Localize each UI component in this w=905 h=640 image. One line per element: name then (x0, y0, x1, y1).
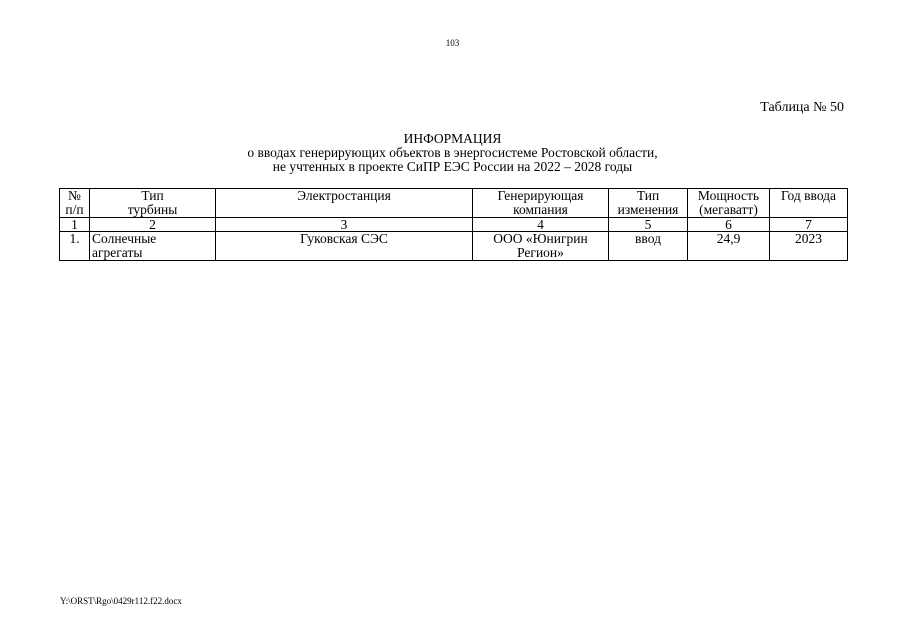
generation-objects-table (59, 188, 848, 261)
title-heading: ИНФОРМАЦИЯ (403, 131, 502, 146)
title-subtitle-line2: не учтенных в проекте СиПР ЕЭС России на 2022 – 2028 годы (272, 159, 633, 174)
footer-file-path: Y:\ORST\Rgo\0429r112.f22.docx (60, 596, 182, 606)
column-number: 2 (90, 218, 216, 232)
table-row (60, 232, 848, 261)
column-number: 5 (609, 218, 688, 232)
header-change-type: Тип изменения (609, 189, 688, 218)
header-commissioning-year: Год ввода (770, 189, 848, 218)
header-generating-company: Генерирующая компания (473, 189, 609, 218)
cell-change-type: ввод (609, 232, 688, 261)
page-number: 103 (445, 38, 460, 48)
header-power-station: Электростанция (216, 189, 473, 218)
cell-generating-company: ООО «Юнигрин Регион» (473, 232, 609, 261)
column-number: 4 (473, 218, 609, 232)
header-turbine-type: Тип турбины (90, 189, 216, 218)
header-number: № п/п (60, 189, 90, 218)
column-number: 1 (60, 218, 90, 232)
cell-number: 1. (60, 232, 90, 261)
document-title (0, 132, 905, 174)
cell-power-station: Гуковская СЭС (216, 232, 473, 261)
cell-commissioning-year: 2023 (770, 232, 848, 261)
cell-turbine-type: Солнечные агрегаты (90, 232, 216, 261)
table-header-row (60, 189, 848, 218)
column-number: 3 (216, 218, 473, 232)
column-number-row (60, 218, 848, 232)
cell-capacity: 24,9 (688, 232, 770, 261)
column-number: 6 (688, 218, 770, 232)
header-capacity: Мощность (мегаватт) (688, 189, 770, 218)
title-subtitle-line1: о вводах генерирующих объектов в энергосистеме Ростовской области, (247, 145, 658, 160)
column-number: 7 (770, 218, 848, 232)
table-label: Таблица № 50 (760, 100, 844, 115)
